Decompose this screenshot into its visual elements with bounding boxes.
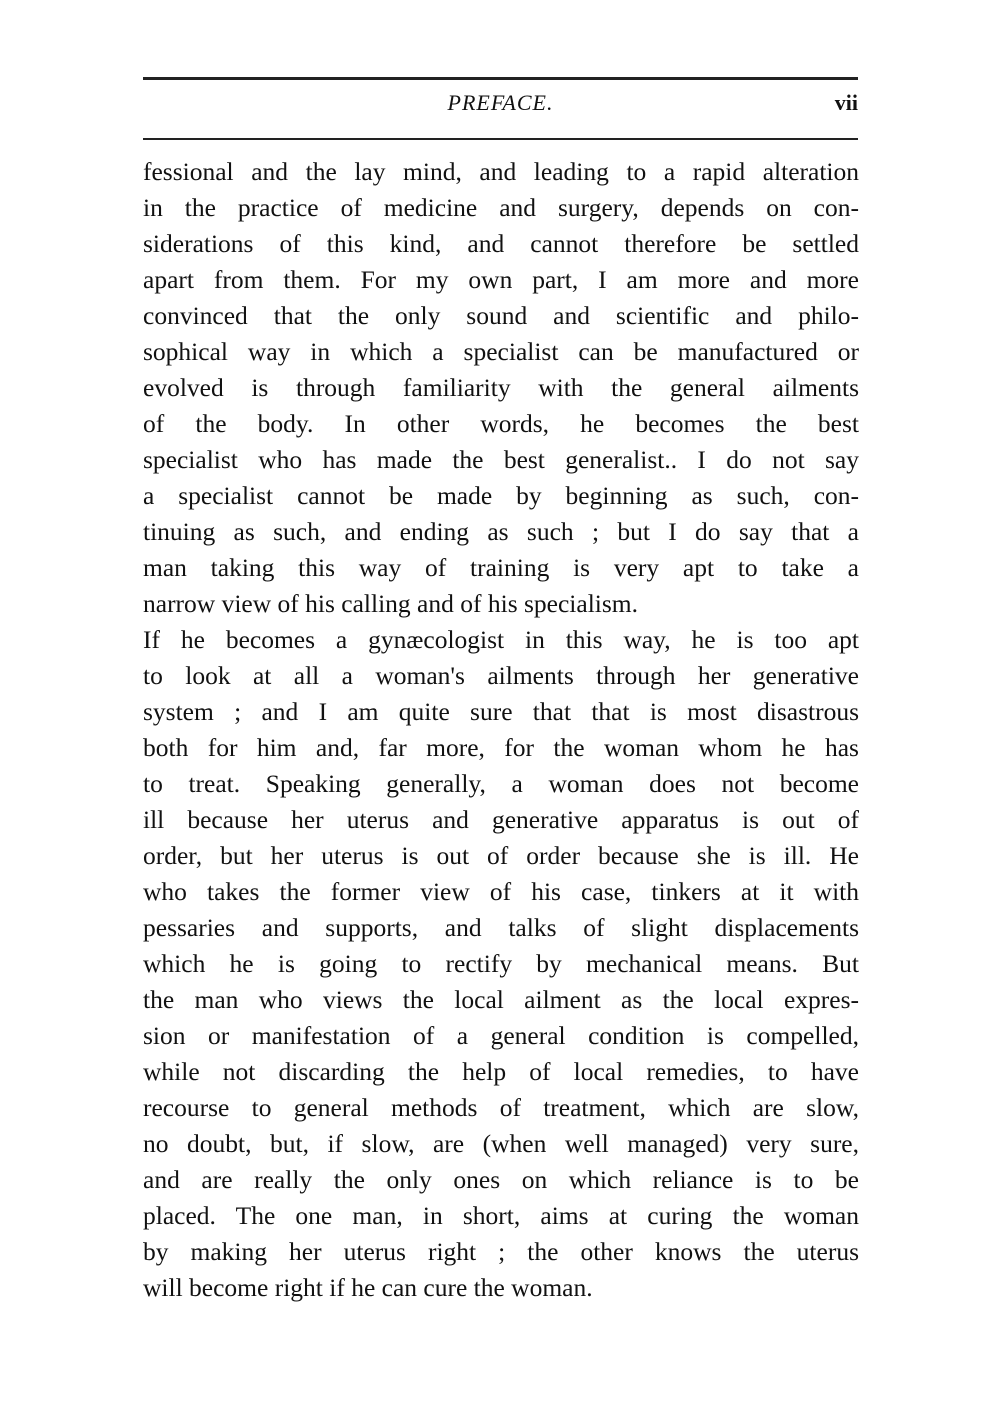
body-text xyxy=(143,154,859,1306)
running-title: PREFACE. xyxy=(447,90,554,115)
text-line: and are really the only ones on which reliance is to be xyxy=(143,1165,859,1194)
text-line: sophical way in which a specialist can be manufactured or xyxy=(143,337,859,366)
text-line: evolved is through familiarity with the general ailments xyxy=(143,373,859,402)
text-line: in the practice of medicine and surgery, depends on con- xyxy=(143,193,859,222)
text-line: will become right if he can cure the woman. xyxy=(143,1273,593,1302)
text-line: sion or manifestation of a general condition is compelled, xyxy=(143,1021,859,1050)
text-line: who takes the former view of his case, tinkers at it with xyxy=(143,877,859,906)
text-line: ill because her uterus and generative apparatus is out of xyxy=(143,805,859,834)
text-line: which he is going to rectify by mechanical means. But xyxy=(143,949,859,978)
text-line: man taking this way of training is very apt to take a xyxy=(143,553,859,582)
text-line: by making her uterus right ; the other knows the uterus xyxy=(143,1237,859,1266)
header-rule-bottom xyxy=(143,138,858,140)
header-rule-top xyxy=(143,77,858,80)
text-line: order, but her uterus is out of order because she is ill. He xyxy=(143,841,859,870)
text-line: convinced that the only sound and scientific and philo- xyxy=(143,301,859,330)
text-line: tinuing as such, and ending as such ; but I do say that a xyxy=(143,517,859,546)
text-line: both for him and, far more, for the woman whom he has xyxy=(143,733,859,762)
paragraph xyxy=(143,154,859,622)
text-line: pessaries and supports, and talks of slight displacements xyxy=(143,913,859,942)
text-line: placed. The one man, in short, aims at curing the woman xyxy=(143,1201,859,1230)
text-line: siderations of this kind, and cannot therefore be settled xyxy=(143,229,859,258)
text-line: narrow view of his calling and of his specialism. xyxy=(143,589,639,618)
text-line: specialist who has made the best generalist.. I do not say xyxy=(143,445,859,474)
text-line: to treat. Speaking generally, a woman does not become xyxy=(143,769,859,798)
text-line: to look at all a woman's ailments through her generative xyxy=(143,661,859,690)
text-line: recourse to general methods of treatment, which are slow, xyxy=(143,1093,859,1122)
text-line: while not discarding the help of local remedies, to have xyxy=(143,1057,859,1086)
paragraph xyxy=(143,622,859,1306)
text-line: fessional and the lay mind, and leading to a rapid alteration xyxy=(143,157,859,186)
text-line: the man who views the local ailment as the local expres- xyxy=(143,985,859,1014)
page-number: vii xyxy=(834,90,858,115)
text-line: If he becomes a gynæcologist in this way, he is too apt xyxy=(143,625,859,654)
text-line: no doubt, but, if slow, are (when well managed) very sure, xyxy=(143,1129,859,1158)
text-line: system ; and I am quite sure that that is most disastrous xyxy=(143,697,859,726)
text-line: of the body. In other words, he becomes the best xyxy=(143,409,859,438)
text-line: a specialist cannot be made by beginning as such, con- xyxy=(143,481,859,510)
text-line: apart from them. For my own part, I am more and more xyxy=(143,265,859,294)
